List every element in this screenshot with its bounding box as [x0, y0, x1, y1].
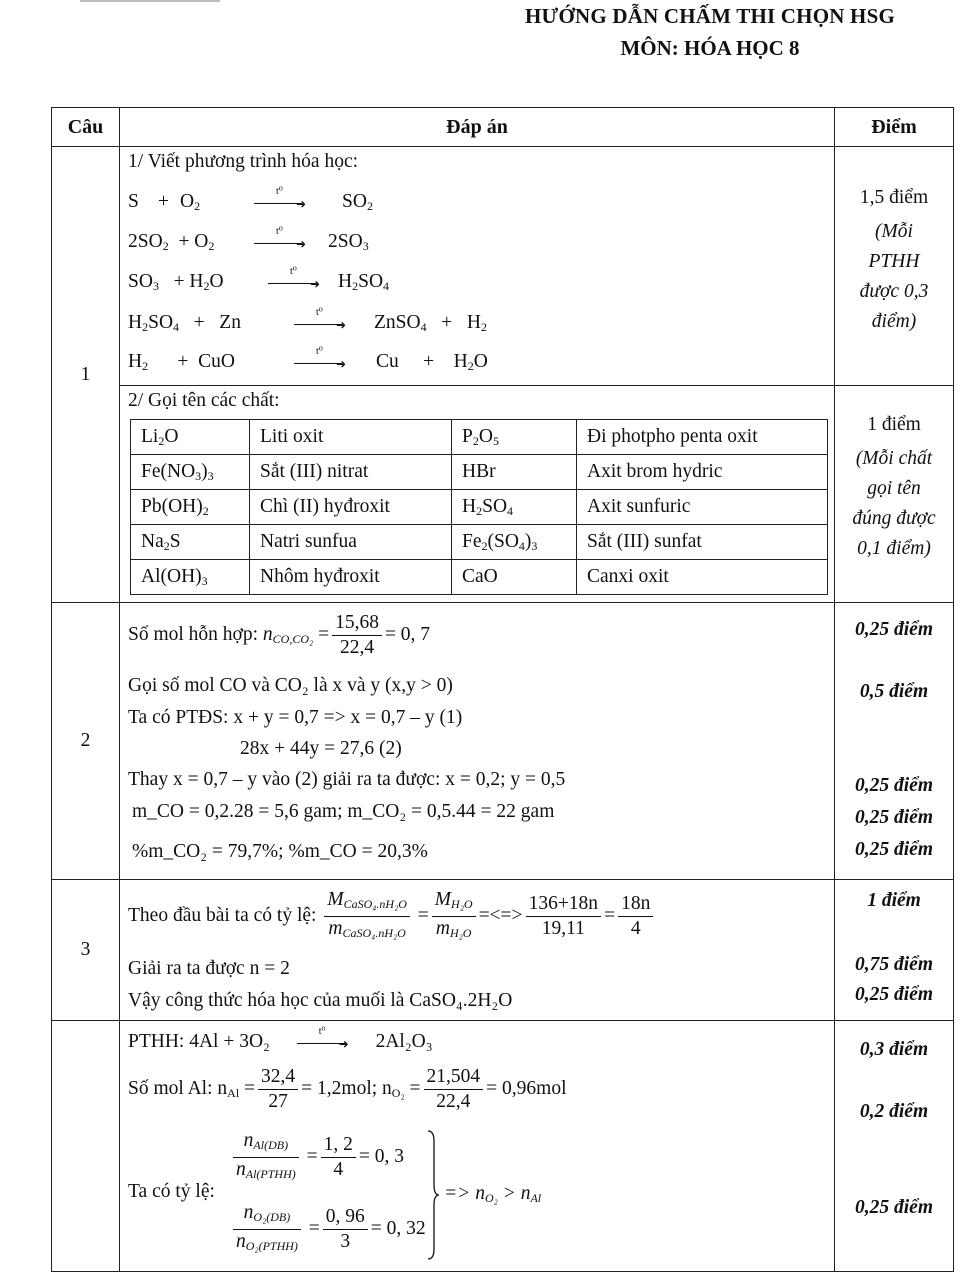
formula-cell: $Fe_2(SO_4)_3$ — [452, 525, 577, 560]
formula-cell: CaO — [452, 560, 577, 595]
q4-score2: 0,2 điểm — [859, 1101, 929, 1122]
q1-score2-line2: (Mỗi chất — [855, 448, 933, 469]
formula-cell: $Li_2O$ — [131, 420, 250, 455]
formula-cell: $Pb(OH)_2$ — [131, 490, 250, 525]
q2-line5: Thay x = 0,7 – y vào (2) giải ra ta được: x = 0,2; y = 0,5 — [128, 769, 566, 790]
formula-cell: $H_2SO_4$ — [452, 490, 577, 525]
q4-answer — [120, 1021, 835, 1272]
q3-score1: 1 điểm — [867, 890, 921, 911]
q1-score2-line3: gọi tên — [867, 478, 921, 499]
q2-score — [835, 603, 954, 880]
q2-line4: 28x + 44y = 27,6 (2) — [240, 738, 402, 759]
q4-ratio1: $\frac{\text{nAl(DB)}}{\text{nAl(PTHH)}}$ = $\frac{1, 2}{4}$ = 0, 3 — [230, 1129, 404, 1186]
q3-score3: 0,25 điểm — [855, 984, 933, 1005]
name-cell: Canxi oxit — [577, 560, 828, 595]
q4-score3: 0,25 điểm — [855, 1197, 933, 1218]
q2-score2: 0,5 điểm — [859, 681, 929, 702]
q1-part1-score — [835, 147, 954, 386]
q2-line2: Gọi số mol CO và CO₂ là x và y (x,y > 0) — [128, 675, 453, 696]
names-table — [130, 419, 828, 595]
q4-line3-label: Ta có tỷ lệ: — [128, 1181, 215, 1202]
q4-score1: 0,3 điểm — [859, 1039, 929, 1060]
q3-line3: Vậy công thức hóa học của muối là CaSO₄.2H₂O — [128, 990, 513, 1011]
header-dap-an: Đáp án — [120, 108, 835, 147]
name-cell: Sắt (III) sunfat — [577, 525, 828, 560]
formula-cell: $Fe(NO_3)_3$ — [131, 455, 250, 490]
q4-row — [52, 1021, 954, 1272]
q1-score1-line3: PTHH — [868, 251, 920, 272]
q1-score1-line5: điểm) — [871, 311, 917, 332]
table-row — [131, 420, 828, 455]
equation-3-arrow: t⁰ ➜ — [262, 271, 326, 293]
name-cell: Liti oxit — [250, 420, 452, 455]
table-row — [131, 525, 828, 560]
q3-score — [835, 880, 954, 1021]
answer-table — [51, 107, 954, 1272]
formula-cell: HBr — [452, 455, 577, 490]
q1-score1-line2: (Mỗi — [875, 221, 913, 242]
q1-part2-title: 2/ Gọi tên các chất: — [128, 390, 280, 411]
equation-4-product: ZnSO$_4$ + $H_2$ — [374, 312, 487, 334]
q1-score2-line4: đúng được — [852, 508, 936, 529]
q1-score2-line5: 0,1 điểm) — [857, 538, 931, 559]
q3-answer — [120, 880, 835, 1021]
equation-4-arrow: t⁰ ➜ — [288, 312, 352, 334]
name-cell: Natri sunfua — [250, 525, 452, 560]
name-cell: Sắt (III) nitrat — [250, 455, 452, 490]
equation-5-product: Cu + $H_2O$ — [376, 351, 488, 373]
document-subject: MÔN: HÓA HỌC 8 — [620, 36, 800, 60]
q2-answer — [120, 603, 835, 880]
q4-conclusion: => nO₂ > nAl — [444, 1183, 542, 1205]
name-cell: Axit brom hydric — [577, 455, 828, 490]
table-row — [131, 560, 828, 595]
q2-line6: m_CO = 0,2.28 = 5,6 gam; m_CO₂ = 0,5.44 = 22 gam — [132, 801, 555, 822]
equation-1-product: $SO_2$ — [342, 191, 373, 213]
q1-number: 1 — [52, 147, 120, 603]
q1-part2-row — [52, 386, 954, 603]
q3-score2: 0,75 điểm — [855, 954, 933, 975]
q2-row — [52, 603, 954, 880]
header-cau: Câu — [52, 108, 120, 147]
table-row — [131, 490, 828, 525]
q1-score1-line4: được 0,3 — [859, 281, 929, 302]
document-title: HƯỚNG DẪN CHẤM THI CHỌN HSG — [525, 4, 895, 28]
equation-1-arrow: t⁰ ➜ — [248, 191, 312, 213]
equation-2-product: $2SO_3$ — [328, 231, 369, 253]
table-row — [131, 455, 828, 490]
q4-ratio2: $\frac{\text{nO₂(DB)}}{\text{nO₂(PTHH)}}$ = $\frac{0, 96}{3}$ = 0, 32 — [230, 1201, 426, 1258]
q2-number: 2 — [52, 603, 120, 880]
q4-line2: Số mol Al: nAl = $\frac{32,4}{27}$ = 1,2mol; nO₂ = $\frac{21,504}{22,4}$ = 0,96mol — [128, 1066, 567, 1112]
equation-3: $SO_3 + H_2O$ — [128, 271, 224, 293]
name-cell: Đi photpho penta oxit — [577, 420, 828, 455]
q1-part2-score — [835, 386, 954, 603]
name-cell: Chì (II) hyđroxit — [250, 490, 452, 525]
formula-cell: $Na_2S$ — [131, 525, 250, 560]
formula-cell: $Al(OH)_3$ — [131, 560, 250, 595]
q4-line1: PTHH: 4Al + 3O₂ t⁰ ➜ 2Al₂O₃ — [128, 1025, 433, 1052]
equation-2-arrow: t⁰ ➜ — [248, 231, 312, 253]
equation-1: $S + O_2$ — [128, 191, 201, 213]
q3-number: 3 — [52, 880, 120, 1021]
curly-brace — [426, 1129, 440, 1261]
equation-5-arrow: t⁰ ➜ — [288, 351, 352, 373]
name-cell: Axit sunfuric — [577, 490, 828, 525]
q2-line1: Số mol hỗn hợp: nCO,CO₂ = $\frac{15,68}{22,4}$ = 0, 7 — [128, 612, 431, 658]
q2-score3: 0,25 điểm — [855, 775, 933, 796]
q4-number — [52, 1021, 120, 1272]
q2-score5: 0,25 điểm — [855, 839, 933, 860]
q1-score2-line1: 1 điểm — [867, 414, 921, 435]
q2-line3: Ta có PTĐS: x + y = 0,7 => x = 0,7 – y (1) — [128, 707, 463, 728]
name-cell: Nhôm hyđroxit — [250, 560, 452, 595]
q2-score1: 0,25 điểm — [855, 619, 933, 640]
top-mark — [80, 0, 220, 2]
equation-3-product: $H_2SO_4$ — [338, 271, 390, 293]
q3-line2: Giải ra ta được n = 2 — [128, 958, 290, 979]
formula-cell: $P_2O_5$ — [452, 420, 577, 455]
equation-5: $H_2$ + CuO — [128, 351, 235, 373]
q1-part2-answer — [120, 386, 835, 603]
table-header-row — [52, 108, 954, 147]
q2-line7: %m_CO₂ = 79,7%; %m_CO = 20,3% — [132, 841, 428, 862]
q1-score1-line1: 1,5 điểm — [859, 187, 929, 208]
header-diem: Điểm — [835, 108, 954, 147]
q3-line1: Theo đầu bài ta có tỷ lệ: $\frac{\text{MCaSO₄.nH₂O}}{\text{mCaSO₄.nH₂O}}$ = $\frac{\text{MH₂O}}{\text{mH₂O}}$ =<=> $\frac{136+18n}{19,11}$ = $\frac{18n}{4}$ — [128, 888, 656, 945]
q4-score — [835, 1021, 954, 1272]
q3-row — [52, 880, 954, 1021]
q1-part1-row — [52, 147, 954, 386]
q1-part1-title: 1/ Viết phương trình hóa học: — [128, 151, 359, 172]
q2-score4: 0,25 điểm — [855, 807, 933, 828]
equation-4: $H_2SO_4 + Zn$ — [128, 312, 241, 334]
q1-part1-answer — [120, 147, 835, 386]
equation-2: $2SO_2 + O_2$ — [128, 231, 215, 253]
